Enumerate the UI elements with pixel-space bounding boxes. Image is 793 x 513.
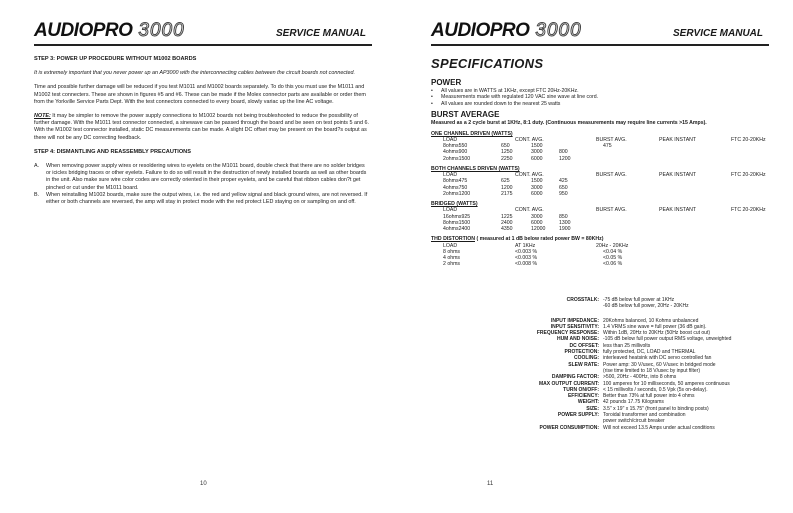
spec-value: (rise time limited to 18 V/usec by input filter) — [603, 367, 700, 374]
spec-value: 1.4 VRMS sine wave = full power (36 dB gain). — [603, 323, 707, 330]
one-channel-title: ONE CHANNEL DRIVEN (WATTS) — [431, 130, 513, 137]
page-number: 11 — [487, 481, 494, 487]
both-channels-title: BOTH CHANNELS DRIVEN (WATTS) — [431, 165, 520, 172]
header-rule — [431, 44, 769, 46]
service-manual-label: SERVICE MANUAL — [672, 28, 763, 39]
spec-value: 100 amperes for 10 milliseconds, 50 amperes continuous — [603, 380, 730, 387]
spec-value: fully protected, DC, LOAD and THERMAL — [603, 349, 696, 356]
spec-label: COOLING: — [574, 355, 599, 362]
spec-label: TURN ON/OFF: — [563, 386, 599, 393]
note-text: It may be simpler to remove the power supply connections to M1002 boards not being troubleshooted to reduce the possibility of further damage. With the M1011 test connector connected, a sinewave can be passed through the board and be seen on test points 5 and 6. With the M1002 test connector installed, static DC measurements can be made. A slight DC offset may be present on the board?s output as there will not be any DC correcting feedback. — [34, 113, 369, 141]
bridged-title: BRIDGED (WATTS) — [431, 200, 478, 207]
spec-label: PROTECTION: — [564, 349, 599, 356]
list-item: • Measurements made with regulated 120 VAC sine wave at line cord. — [431, 94, 599, 101]
spec-label: SLEW RATE: — [568, 361, 599, 368]
table-header: LOAD AT 1KHz 20Hz - 20KHz — [443, 242, 629, 249]
table-row: 8ohms550 650 1500 475 — [443, 143, 612, 150]
page-number: 10 — [200, 481, 207, 487]
table-row: 2ohms1200 2175 6000 950 — [443, 190, 568, 197]
list-item: A. When removing power supply wires or resoldering wires to eyelets on the M1011 board, double check that there are no solder bridges or icicles bridging traces or other eyelets. Failure to do so will result in the destruction of newly installed boards as well as other boards in the unit. Also make sure wire color codes are correctly oriented in their proper eyelets, and be careful that ribbon cables don?t get pinched or cut under the M1011 board. — [34, 163, 367, 191]
spec-value: interleaved heatsink with DC servo controlled fan — [603, 355, 712, 362]
spec-value: >500, 20Hz - 400Hz, into 8 ohms — [603, 374, 677, 381]
spec-value: -105 dB below full power output RMS voltage, unweighted — [603, 336, 732, 343]
step3-title: STEP 3: POWER UP PROCEDURE WITHOUT M1002 BOARDS — [34, 56, 197, 62]
paragraph-1: Time and possible further damage will be reduced if you test M1011 and M1002 boards separately. To do this you must use the M1011 and M1002 test connecters. These are shown in figures #5 and #6. These can be made if the Molex connector parts are available or order them from the Yorkville Service Parts Dept. With the test connectors connected to every board, slowly variac up the line AC voltage. — [34, 84, 366, 105]
spec-value: 42 pounds 17.75 Kilograms — [603, 399, 664, 406]
spec-label: WEIGHT: — [577, 399, 599, 406]
spec-label: POWER CONSUMPTION: — [539, 424, 599, 431]
service-manual-label: SERVICE MANUAL — [275, 28, 366, 39]
note-label: NOTE: — [34, 113, 51, 120]
spec-label: EFFICIENCY: — [567, 393, 599, 400]
spec-row — [431, 425, 773, 431]
spec-label: INPUT IMPEDANCE: — [550, 317, 599, 324]
spec-value: < 15 millivolts / seconds, 0.5 Vpk (5s on-delay). — [603, 386, 708, 393]
spec-label: DAMPING FACTOR: — [551, 374, 599, 381]
crosstalk-row: CROSSTALK: -75 dB below full power at 1KHz — [566, 297, 675, 303]
spec-value: power switch/circuit breaker — [603, 418, 665, 425]
table-row: 4ohms750 1200 3000 650 — [443, 184, 568, 191]
burst-note: Measured as a 2 cycle burst at 1KHz, 8:1 duty. (Continuous measurements may require line currents >15 Amps). — [431, 120, 707, 127]
left-content — [34, 54, 370, 206]
crosstalk-row: -60 dB below full power, 20Hz - 20KHz — [603, 303, 689, 310]
table-row: 4ohms900 1250 3000 800 — [443, 149, 568, 156]
table-row: 4ohms2400 4350 12000 1900 — [443, 225, 571, 232]
table-header: LOAD CONT. AVG. BURST AVG. PEAK INSTANT FTC 20-20KHz — [443, 172, 766, 179]
list-item: • All values are in WATTS at 1KHz, except FTC 20Hz-20KHz. — [431, 88, 579, 94]
table-row: 16ohms925 1225 3000 850 — [443, 213, 568, 220]
spec-value: Power amp: 30 V/usec, 60 V/usec in bridged mode — [603, 361, 716, 368]
power-heading: POWER — [431, 78, 462, 87]
spec-label: FREQUENCY RESPONSE: — [536, 330, 599, 337]
spec-label: MAX OUTPUT CURRENT: — [539, 380, 599, 387]
spec-value: less than 25 millivolts — [603, 342, 651, 349]
table-header: LOAD CONT. AVG. BURST AVG. PEAK INSTANT FTC 20-20KHz — [443, 207, 766, 214]
page-header — [34, 20, 372, 44]
spec-label: POWER SUPPLY: — [557, 412, 599, 419]
spec-value: Within 1dB, 20Hz to 20KHz (50Hz boost cut out) — [603, 330, 710, 337]
table-row: 8 ohms <0.003 % <0.04 % — [443, 248, 623, 255]
left-page — [0, 0, 396, 513]
table-row: 4 ohms <0.003 % <0.05 % — [443, 254, 623, 261]
spec-value: 3.5" x 19" x 15.75" (front panel to binding posts) — [603, 405, 709, 412]
list-item: • All values are rounded down to the nearest 25 watts — [431, 100, 561, 107]
spec-list — [431, 297, 773, 431]
spec-value: Better than 73% at full power into 4 ohms — [603, 393, 695, 400]
table-row: 2 ohms <0.008 % <0.06 % — [443, 261, 623, 268]
logo: AUDIOPRO 3000 — [34, 20, 185, 41]
logo: AUDIOPRO 3000 — [431, 20, 582, 41]
page-header — [431, 20, 769, 44]
list-item: B. When reinstalling M1002 boards, make sure the output wires, i.e. the red and yellow signal and black ground wires, are not reversed. If either or both channels are reversed, the amp will stay in protect mode with the red protect LED staying on or sampling on and off. — [34, 191, 368, 206]
burst-heading: BURST AVERAGE — [431, 110, 500, 120]
spec-content — [431, 78, 773, 267]
spec-label: DC OFFSET: — [569, 342, 599, 349]
spec-value: Will not exceed 13.5 Amps under actual conditions — [603, 424, 715, 431]
table-row: 2ohms1500 2250 6000 1200 — [443, 155, 571, 162]
table-row: 8ohms1500 2400 6000 1300 — [443, 219, 571, 226]
spec-label: HUM AND NOISE: — [556, 336, 599, 343]
spec-label: SIZE: — [586, 405, 599, 412]
warning-text: It is extremely important that you never power up an AP3000 with the interconnecting cables between the circuit boards not connected. — [34, 70, 356, 77]
header-rule — [34, 44, 372, 46]
table-header: LOAD CONT. AVG. BURST AVG. PEAK INSTANT FTC 20-20KHz — [443, 137, 766, 144]
specifications-title: SPECIFICATIONS — [431, 56, 544, 71]
thd-title: THD DISTORTION — [431, 236, 475, 243]
right-page — [397, 0, 793, 513]
step4-title: STEP 4: DISMANTLING AND REASSEMBLY PRECAUTIONS — [34, 148, 191, 155]
spec-value: Toroidal transformer and combination — [603, 412, 686, 419]
thd-title-line: THD DISTORTION ( measured at 1 dB below rated power BW = 80KHz) — [431, 236, 604, 243]
note-paragraph — [34, 113, 370, 142]
spec-value: 20Kohms balanced, 10 Kohms unbalanced — [603, 317, 699, 324]
spec-label: INPUT SENSITIVITY: — [550, 323, 599, 330]
table-row: 8ohms475 625 1500 425 — [443, 178, 568, 185]
